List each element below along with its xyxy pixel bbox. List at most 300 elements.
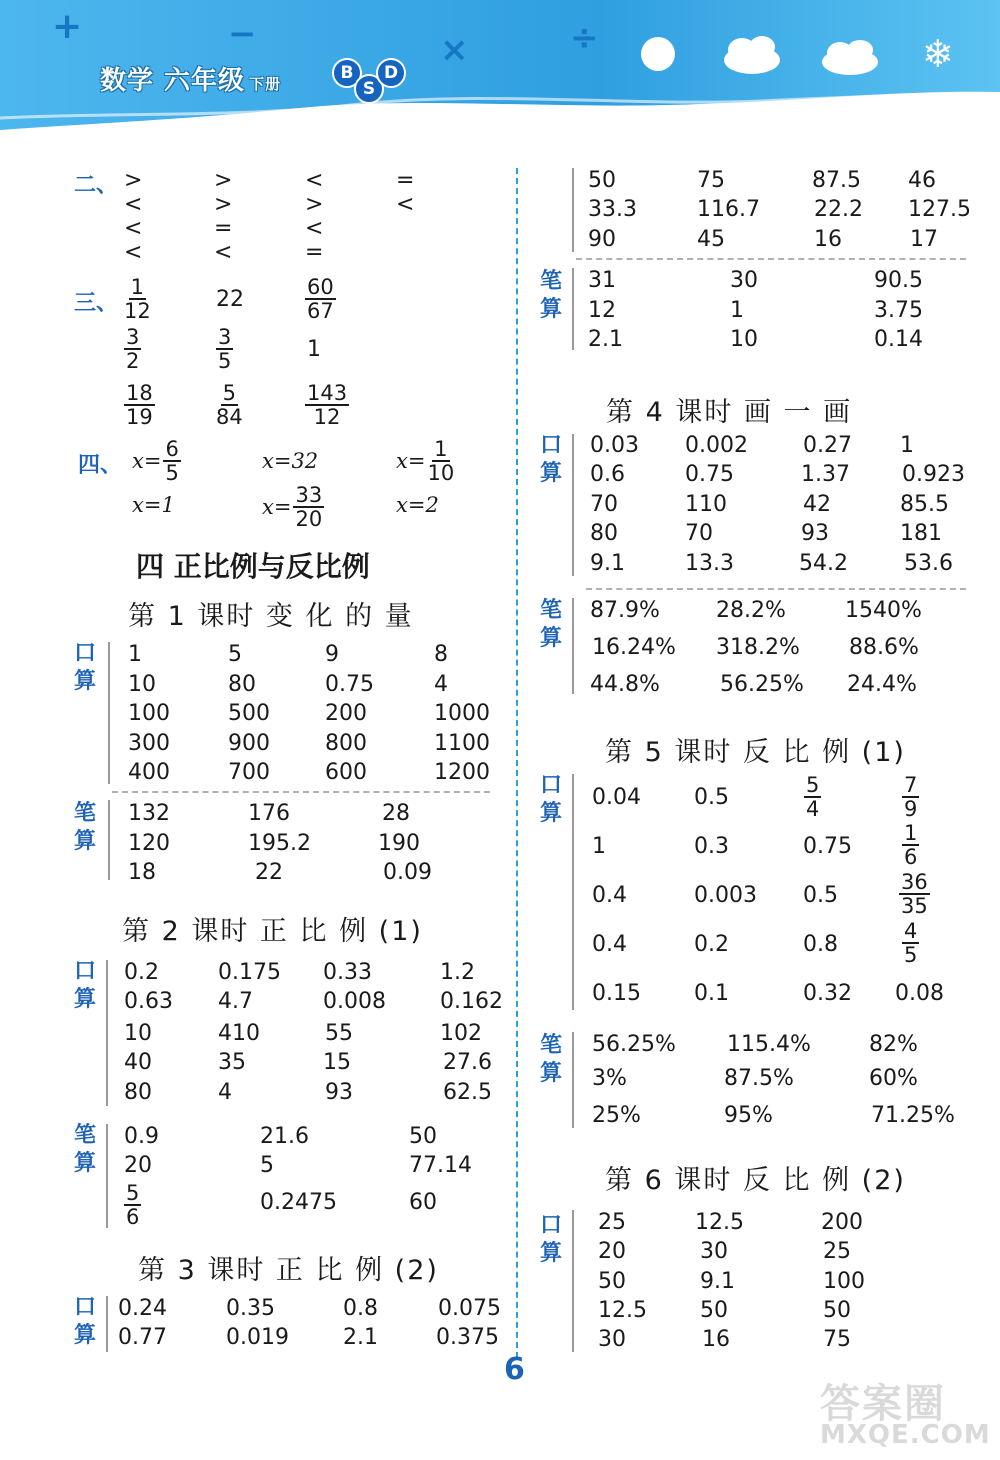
- answer-cell: 10: [730, 327, 758, 352]
- answer-cell: 70: [685, 521, 713, 546]
- answer-cell: 62.5: [443, 1080, 492, 1105]
- answer-cell: 50: [823, 1298, 851, 1323]
- answer-cell: 100: [128, 701, 170, 726]
- sun-icon: [641, 37, 675, 71]
- answer-cell: 5: [228, 642, 242, 667]
- denominator: 4: [806, 797, 820, 821]
- fraction: [216, 326, 233, 372]
- numerator: 18: [126, 381, 153, 405]
- label-char: 算: [539, 297, 562, 322]
- answer-cell: >: [305, 192, 324, 217]
- answer-cell: 0.08: [895, 981, 944, 1006]
- answer-cell: 50: [409, 1124, 437, 1149]
- bracket-line: [572, 1032, 574, 1128]
- bracket-line: [572, 434, 574, 576]
- denominator: 12: [313, 405, 341, 429]
- answer-cell: 28.2%: [716, 598, 786, 623]
- cloud-icon: [724, 36, 780, 74]
- answer-cell: 75: [697, 168, 725, 193]
- answer-cell: 200: [325, 701, 367, 726]
- answer-cell: 95%: [724, 1103, 773, 1128]
- label-char: 算: [539, 626, 562, 651]
- answer-cell: 1.2: [440, 960, 475, 985]
- answer-cell: 31: [588, 268, 616, 293]
- answer-cell: 77.14: [409, 1153, 472, 1178]
- answer-cell: 318.2%: [716, 635, 800, 660]
- answer-cell: 410: [218, 1021, 260, 1046]
- answer-cell: 0.4: [592, 932, 627, 957]
- numerator: 5: [126, 1181, 140, 1205]
- answer-cell: <: [214, 240, 233, 265]
- answer-cell: 0.003: [694, 883, 757, 908]
- denominator: 10: [427, 461, 455, 485]
- answer-cell: 10: [128, 672, 156, 697]
- bracket-line: [108, 800, 110, 880]
- equation-answer: [132, 438, 181, 484]
- answer-cell: 116.7: [697, 197, 760, 222]
- answer-cell: 80: [124, 1080, 152, 1105]
- section-marker-2: 二、: [74, 173, 119, 198]
- answer-cell: 0.03: [590, 433, 639, 458]
- answer-cell: 800: [325, 731, 367, 756]
- answer-cell: 75: [823, 1327, 851, 1352]
- answer-cell: 0.32: [803, 981, 852, 1006]
- answer-cell: 93: [325, 1080, 353, 1105]
- answer-cell: 110: [685, 492, 727, 517]
- answer-cell: 13.3: [685, 551, 734, 576]
- section-marker-3: 三、: [74, 291, 119, 316]
- bracket-line: [108, 642, 110, 784]
- fraction: [293, 484, 324, 530]
- answer-cell: 8: [434, 642, 448, 667]
- answer-cell: <: [124, 192, 143, 217]
- bracket-line: [572, 168, 574, 252]
- separator: [576, 258, 966, 260]
- numerator: 60: [307, 275, 334, 299]
- equation-variable: x=: [132, 449, 162, 473]
- lesson-title: 第 4 课时 画 一 画: [606, 397, 853, 428]
- answer-cell: 90: [588, 227, 616, 252]
- answer-cell: 5: [260, 1153, 274, 1178]
- publisher-badge-s: S: [354, 74, 384, 104]
- answer-cell: 0.63: [124, 989, 173, 1014]
- answer-cell: =: [396, 168, 415, 193]
- label-char: 算: [539, 801, 562, 826]
- answer-cell: 100: [823, 1269, 865, 1294]
- book-volume: 下册: [249, 75, 282, 93]
- numerator: 5: [222, 381, 237, 405]
- answer-cell: 56.25%: [720, 672, 804, 697]
- fraction: [804, 774, 821, 820]
- label-written-calc: [538, 1032, 564, 1088]
- answer-cell: 46: [908, 168, 936, 193]
- answer-cell: <: [305, 216, 324, 241]
- answer-cell: 85.5: [900, 492, 949, 517]
- answer-cell: 87.5%: [724, 1066, 794, 1091]
- answer-cell: 0.35: [226, 1296, 275, 1321]
- answer-cell: 1: [592, 834, 606, 859]
- answer-cell: =: [214, 216, 233, 241]
- denominator: 6: [126, 1205, 140, 1229]
- answer-cell: 0.008: [323, 989, 386, 1014]
- equation-variable: x=: [396, 449, 426, 473]
- label-oral-calc: [538, 1212, 564, 1268]
- answer-cell: 18: [128, 860, 156, 885]
- answer-cell: 0.09: [383, 860, 432, 885]
- bracket-line: [106, 960, 108, 1106]
- answer-cell: 3.75: [874, 298, 923, 323]
- label-oral-calc: [538, 432, 564, 488]
- numerator: 3: [218, 325, 232, 349]
- answer-cell: 56.25%: [592, 1032, 676, 1057]
- fraction: [899, 871, 930, 917]
- bracket-line: [572, 268, 574, 350]
- answer-cell: 700: [228, 760, 270, 785]
- fraction: [902, 920, 919, 966]
- answer-cell: 30: [700, 1239, 728, 1264]
- answer-cell: 0.24: [118, 1296, 167, 1321]
- answer-cell: 45: [697, 227, 725, 252]
- answer-cell: 1: [900, 433, 914, 458]
- answer-cell: 0.75: [325, 672, 374, 697]
- answer-cell: 200: [821, 1210, 863, 1235]
- label-char: 笔: [73, 801, 96, 826]
- answer-cell: 0.15: [592, 981, 641, 1006]
- answer-cell: 0.04: [592, 785, 641, 810]
- unit-title: 四 正比例与反比例: [136, 550, 370, 583]
- answer-cell: 0.6: [590, 462, 625, 487]
- answer-cell: 0.075: [438, 1296, 501, 1321]
- separator: [112, 791, 490, 793]
- label-char: 笔: [539, 1033, 562, 1058]
- answer-cell: 33.3: [588, 197, 637, 222]
- numerator: 6: [165, 437, 179, 461]
- denominator: 67: [307, 299, 334, 323]
- answer-cell: 15: [323, 1050, 351, 1075]
- watermark-url: MXQE.COM: [820, 1420, 991, 1450]
- answer-cell: 1: [730, 298, 744, 323]
- answer-cell: 190: [378, 831, 420, 856]
- page-number: 6: [504, 1352, 525, 1387]
- bracket-line: [572, 1210, 574, 1352]
- label-char: 口: [73, 1295, 96, 1320]
- answer-cell: 70: [590, 492, 618, 517]
- answer-cell: 120: [128, 831, 170, 856]
- answer-cell: 0.923: [902, 462, 965, 487]
- label-oral-calc: [72, 1294, 98, 1350]
- book-title: [100, 60, 281, 97]
- label-oral-calc: [72, 958, 98, 1014]
- answer-cell: >: [214, 192, 233, 217]
- numerator: 143: [307, 381, 348, 405]
- equation-answer: [262, 484, 324, 530]
- denominator: 19: [126, 405, 153, 429]
- answer-cell: 9.1: [590, 551, 625, 576]
- denominator: 9: [904, 797, 918, 821]
- numerator: 5: [806, 773, 820, 797]
- answer-cell: 87.9%: [590, 598, 660, 623]
- answer-cell: 300: [128, 731, 170, 756]
- bracket-line: [106, 1124, 108, 1228]
- publisher-badge-b: B: [332, 58, 362, 88]
- answer-cell: 42: [803, 492, 831, 517]
- answer-cell: 400: [128, 760, 170, 785]
- answer-cell: 87.5: [812, 168, 861, 193]
- answer-cell: 132: [128, 801, 170, 826]
- answer-cell: 22.2: [814, 197, 863, 222]
- answer-cell: 0.33: [323, 960, 372, 985]
- fraction: [305, 382, 349, 428]
- answer-cell: >: [214, 168, 233, 193]
- label-char: 口: [73, 641, 96, 666]
- snowflake-icon: ❄: [922, 32, 954, 76]
- fraction: [163, 438, 180, 484]
- answer-cell: 4: [434, 672, 448, 697]
- answer-cell: 0.75: [803, 834, 852, 859]
- equation-answer: [396, 438, 454, 484]
- label-oral-calc: [538, 772, 564, 828]
- answer-cell: 44.8%: [590, 672, 660, 697]
- label-oral-calc: [72, 640, 98, 696]
- answer-cell: 22: [216, 287, 244, 312]
- answer-cell: 82%: [869, 1032, 918, 1057]
- minus-icon: −: [228, 14, 257, 54]
- lesson-title: 第 1 课时 变 化 的 量: [128, 601, 414, 632]
- answer-cell: 60: [409, 1190, 437, 1215]
- answer-cell: 0.14: [874, 327, 923, 352]
- answer-cell: 88.6%: [849, 635, 919, 660]
- answer-cell: 0.1: [694, 981, 729, 1006]
- answer-cell: 181: [900, 521, 942, 546]
- denominator: 12: [124, 299, 151, 323]
- column-divider: [516, 168, 518, 1358]
- numerator: 1: [434, 437, 448, 461]
- answer-cell: 12: [588, 298, 616, 323]
- answer-cell: 0.2: [124, 960, 159, 985]
- answer-cell: 12.5: [598, 1298, 647, 1323]
- answer-cell: 0.4: [592, 883, 627, 908]
- answer-cell: 80: [228, 672, 256, 697]
- answer-cell: 12.5: [695, 1210, 744, 1235]
- label-char: 算: [73, 1151, 96, 1176]
- answer-cell: 90.5: [874, 268, 923, 293]
- answer-cell: 3%: [592, 1066, 627, 1091]
- label-written-calc: [72, 800, 98, 856]
- answer-cell: 55: [325, 1021, 353, 1046]
- answer-cell: 22: [255, 860, 283, 885]
- answer-cell: 195.2: [248, 831, 311, 856]
- label-char: 算: [73, 1323, 96, 1348]
- answer-cell: 0.162: [440, 989, 503, 1014]
- answer-cell: 50: [598, 1269, 626, 1294]
- answer-cell: 16: [702, 1327, 730, 1352]
- answer-cell: <: [124, 240, 143, 265]
- divide-icon: ÷: [570, 18, 599, 58]
- answer-cell: 0.375: [436, 1325, 499, 1350]
- denominator: 35: [901, 894, 928, 918]
- answer-cell: 20: [598, 1239, 626, 1264]
- answer-cell: 53.6: [904, 551, 953, 576]
- answer-cell: 0.8: [803, 932, 838, 957]
- answer-cell: 25%: [592, 1103, 641, 1128]
- answer-cell: 1200: [434, 760, 490, 785]
- answer-cell: 27.6: [443, 1050, 492, 1075]
- answer-cell: 16.24%: [592, 635, 676, 660]
- answer-cell: >: [124, 168, 143, 193]
- label-char: 口: [539, 1213, 562, 1238]
- denominator: 5: [904, 943, 918, 967]
- answer-cell: 71.25%: [871, 1103, 955, 1128]
- denominator: 2: [126, 349, 140, 373]
- numerator: 1: [130, 275, 145, 299]
- answer-cell: 28: [382, 801, 410, 826]
- fraction: [427, 438, 454, 484]
- denominator: 5: [165, 461, 179, 485]
- lesson-title: 第 6 课时 反 比 例 (2): [605, 1165, 906, 1196]
- label-char: 算: [73, 829, 96, 854]
- bracket-line: [106, 1296, 108, 1352]
- equation-answer: x=1: [132, 493, 175, 517]
- bracket-line: [572, 598, 574, 694]
- label-char: 笔: [73, 1123, 96, 1148]
- answer-cell: 17: [910, 227, 938, 252]
- numerator: 7: [904, 773, 918, 797]
- label-written-calc: [72, 1122, 98, 1178]
- label-written-calc: [538, 597, 564, 653]
- label-char: 算: [539, 1241, 562, 1266]
- answer-cell: 0.75: [685, 462, 734, 487]
- answer-cell: <: [124, 216, 143, 241]
- answer-cell: 0.5: [694, 785, 729, 810]
- denominator: 6: [904, 845, 918, 869]
- fraction: [902, 774, 919, 820]
- page-header: [0, 0, 1000, 132]
- numerator: 4: [904, 919, 918, 943]
- denominator: 20: [295, 507, 323, 531]
- answer-cell: 0.2: [694, 932, 729, 957]
- answer-cell: 1: [128, 642, 142, 667]
- numerator: 36: [901, 870, 928, 894]
- answer-cell: 4.7: [218, 989, 253, 1014]
- plus-icon: +: [52, 6, 83, 47]
- fraction: [305, 276, 336, 322]
- answer-cell: <: [305, 168, 324, 193]
- answer-cell: 0.8: [343, 1296, 378, 1321]
- label-char: 算: [73, 987, 96, 1012]
- label-char: 笔: [539, 269, 562, 294]
- fraction: [124, 326, 141, 372]
- answer-cell: 2.1: [343, 1325, 378, 1350]
- answer-cell: 54.2: [799, 551, 848, 576]
- numerator: 33: [295, 483, 323, 507]
- fraction: [902, 822, 919, 868]
- answer-cell: 80: [590, 521, 618, 546]
- answer-cell: 4: [218, 1080, 232, 1105]
- book-subject-grade: 数学 六年级: [100, 66, 246, 96]
- label-char: 口: [539, 433, 562, 458]
- answer-cell: 50: [700, 1298, 728, 1323]
- label-char: 算: [539, 1061, 562, 1086]
- answer-cell: 9.1: [700, 1269, 735, 1294]
- answer-cell: 24.4%: [847, 672, 917, 697]
- answer-cell: =: [305, 240, 324, 265]
- answer-cell: 176: [248, 801, 290, 826]
- answer-cell: 115.4%: [727, 1032, 811, 1057]
- answer-cell: 30: [598, 1327, 626, 1352]
- answer-cell: 0.77: [118, 1325, 167, 1350]
- lesson-title: 第 2 课时 正 比 例 (1): [122, 916, 423, 947]
- label-char: 口: [73, 959, 96, 984]
- answer-cell: 10: [124, 1021, 152, 1046]
- fraction: [124, 382, 155, 428]
- bracket-line: [572, 774, 574, 1010]
- fraction: [124, 276, 151, 322]
- numerator: 3: [126, 325, 140, 349]
- answer-cell: 2.1: [588, 327, 623, 352]
- answer-cell: 30: [730, 268, 758, 293]
- answer-cell: 1100: [434, 731, 490, 756]
- answer-cell: 50: [588, 168, 616, 193]
- lesson-title: 第 5 课时 反 比 例 (1): [605, 737, 906, 768]
- numerator: 1: [904, 821, 918, 845]
- answer-cell: 127.5: [908, 197, 971, 222]
- answer-cell: 1000: [434, 701, 490, 726]
- answer-cell: 0.5: [803, 883, 838, 908]
- answer-cell: 40: [124, 1050, 152, 1075]
- answer-cell: 0.019: [226, 1325, 289, 1350]
- fraction: [216, 382, 243, 428]
- label-char: 算: [539, 461, 562, 486]
- answer-cell: 0.27: [803, 433, 852, 458]
- answer-cell: 0.3: [694, 834, 729, 859]
- answer-cell: 900: [228, 731, 270, 756]
- separator: [586, 588, 966, 590]
- answer-cell: 0.175: [218, 960, 281, 985]
- answer-cell: 1540%: [845, 598, 922, 623]
- answer-cell: 9: [325, 642, 339, 667]
- answer-cell: 21.6: [260, 1124, 309, 1149]
- answer-cell: 102: [440, 1021, 482, 1046]
- answer-cell: 1: [307, 337, 321, 362]
- label-written-calc: [538, 268, 564, 324]
- answer-cell: <: [396, 192, 415, 217]
- label-char: 口: [539, 773, 562, 798]
- equation-answer: x=32: [262, 449, 319, 473]
- answer-cell: 0.002: [685, 433, 748, 458]
- answer-cell: 93: [801, 521, 829, 546]
- denominator: 84: [216, 405, 243, 429]
- watermark-logo: 答案圈: [820, 1381, 946, 1427]
- answer-cell: 35: [218, 1050, 246, 1075]
- answer-cell: 25: [823, 1239, 851, 1264]
- fraction: [124, 1182, 141, 1228]
- answer-cell: 16: [814, 227, 842, 252]
- equation-answer: x=2: [396, 493, 439, 517]
- answer-cell: 0.9: [124, 1124, 159, 1149]
- label-char: 笔: [539, 598, 562, 623]
- answer-cell: 600: [325, 760, 367, 785]
- answer-cell: 0.2475: [260, 1190, 337, 1215]
- multiply-icon: ×: [440, 30, 469, 70]
- answer-cell: 60%: [869, 1066, 918, 1091]
- answer-cell: 500: [228, 701, 270, 726]
- section-marker-4: 四、: [78, 453, 123, 478]
- answer-cell: 1.37: [801, 462, 850, 487]
- equation-variable: x=: [262, 495, 292, 519]
- lesson-title: 第 3 课时 正 比 例 (2): [138, 1255, 439, 1286]
- answer-cell: 25: [598, 1210, 626, 1235]
- denominator: 5: [218, 349, 232, 373]
